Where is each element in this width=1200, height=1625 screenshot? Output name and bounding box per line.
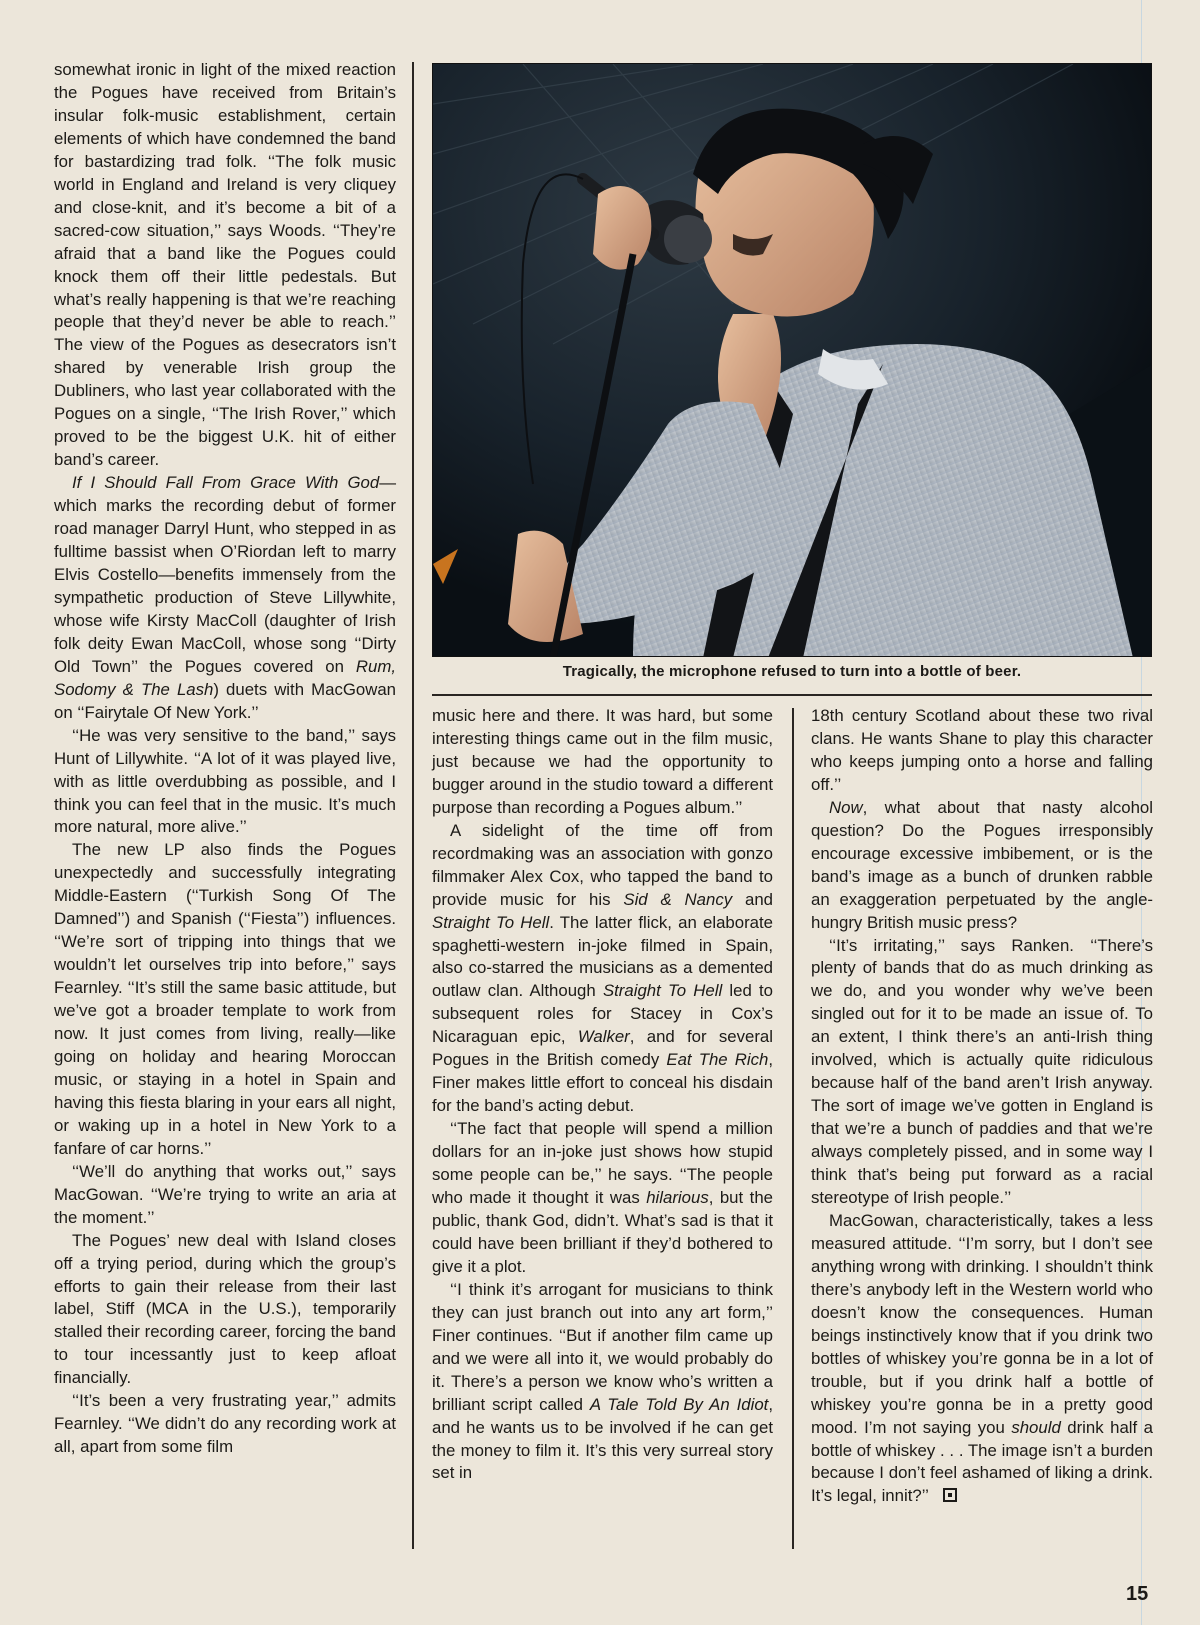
film-title: Sid & Nancy [623, 889, 733, 909]
paragraph: music here and there. It was hard, but some interesting things came out in the film music, just because we had the opportunity to bugger around in the studio toward a different purpose than recording a Pogues album.’’ [432, 706, 773, 817]
album-title: Rum, Sodomy & The Lash [54, 656, 396, 699]
concert-photo [432, 63, 1152, 657]
paragraph: A sidelight of the time off from recordmaking was an association with gonzo filmmaker Alex Cox, who tapped the band to provide music for his Sid & Nancy and Straight To Hell. The latter flick, an elaborate spaghetti-western in-joke filmed in Spain, also co-starred the musicians as a demented outlaw clan. Although Straight To Hell led to subsequent roles for Stacey in Cox’s Nicaraguan epic, Walker, and for several Pogues in the British comedy Eat The Rich, Finer makes little effort to conceal his disdain for the band’s acting debut. [432, 820, 774, 1116]
paragraph: ‘‘We’ll do anything that works out,’’ says MacGowan. ‘‘We’re trying to write an aria at the moment.’’ [54, 1161, 396, 1227]
paragraph: ‘‘He was very sensitive to the band,’’ says Hunt of Lillywhite. ‘‘A lot of it was played live, with as little overdubbing as possible, and I think you can feel that in the music. It’s much more natural, more alive.’’ [54, 725, 396, 837]
emphasis: Now [829, 797, 863, 817]
script-title: A Tale Told By An Idiot [589, 1394, 769, 1414]
paragraph: The new LP also finds the Pogues unexpectedly and successfully integrating Middle-Eastern (‘‘Turkish Song Of The Damned’’) and Spanish (‘‘Fiesta’’) influences. ‘‘We’re sort of tripping into things that we wouldn’t let ourselves trip into before,’’ says Fearnley. ‘‘It’s still the same basic attitude, but we’ve got a broader template to work from now. It just comes from living, really—like going on holiday and hearing Moroccan music, or staying in a hotel in Spain and having this fiesta blaring in your ears all night, or waking up in a hotel in New York to a fanfare of car horns.’’ [54, 840, 396, 1158]
paragraph: ‘‘The fact that people will spend a million dollars for an in-joke just shows how stupid some people can be,’’ he says. ‘‘The people who made it thought it was hilarious, but the public, thank God, didn’t. What’s sad is that it could have been brilliant if they’d bothered to give it a plot. [432, 1119, 773, 1276]
film-title: Straight To Hell [602, 981, 723, 1001]
page-number: 15 [1126, 1583, 1149, 1605]
paragraph: The Pogues’ new deal with Island closes off a trying period, during which the group’s efforts to gain their release from their last label, Stiff (MCA in the U.S.), temporarily stalled their recording career, forcing the band to tour incessantly just to keep afloat financially. [54, 1230, 396, 1388]
column-divider [792, 708, 794, 1549]
album-title: If I Should Fall From Grace With God [72, 473, 380, 493]
paragraph: ‘‘It’s been a very frustrating year,’’ admits Fearnley. ‘‘We didn’t do any recording work at all, apart from some film [54, 1391, 396, 1457]
emphasis: should [1011, 1417, 1061, 1437]
paragraph: If I Should Fall From Grace With God—which marks the recording debut of former road manager Darryl Hunt, who stepped in as fulltime bassist when O’Riordan left to marry Elvis Costello—benefits immensely from the sympathetic production of Steve Lillywhite, whose wife Kirsty MacColl (daughter of Irish folk deity Ewan MacColl, whose song ‘‘Dirty Old Town’’ the Pogues covered on Rum, Sodomy & The Lash) duets with MacGowan on ‘‘Fairytale Of New York.’’ [54, 473, 396, 722]
column-divider [412, 62, 414, 1549]
film-title: Eat The Rich [666, 1050, 769, 1070]
emphasis: hilarious [646, 1188, 709, 1208]
article-column-2 [432, 705, 773, 1485]
paragraph: ‘‘I think it’s arrogant for musicians to think they can just branch out into any art form,’’ Finer continues. ‘‘But if another film came up and we were all into it, we would probably do it. There’s a person we know who’s written a brilliant script called A Tale Told By An Idiot, and he wants us to be involved if he can get the money to film it. It’s this very surreal story set in [432, 1279, 774, 1483]
paragraph: somewhat ironic in light of the mixed reaction the Pogues have received from Britain’s insular folk-music establishment, certain elements of which have condemned the band for bastardizing trad folk. ‘‘The folk music world in England and Ireland is very cliquey and close-knit, and it’s become a bit of a sacred-cow situation,’’ says Woods. ‘‘They’re afraid that a band like the Pogues could knock them off their little pedestals. But what’s really happening is that we’re reaching people that they’d never be able to reach.’’ The view of the Pogues as desecrators isn’t shared by venerable Irish group the Dubliners, who last year collaborated with the Pogues on a single, ‘‘The Irish Rover,’’ which proved to be the biggest U.K. hit of either band’s career. [54, 60, 396, 470]
caption-rule [432, 694, 1152, 696]
film-title: Walker [577, 1027, 630, 1047]
paragraph: MacGowan, characteristically, takes a less measured attitude. ‘‘I’m sorry, but I don’t see anything wrong with drinking. I shouldn’t think there’s anybody left in the Western world who doesn’t know the consequences. Human beings instinctively know that if you drink two bottles of whiskey you’re gonna be in a lot of trouble, but if you drink half a bottle of whiskey you’re gonna be in a pretty good mood. I’m not saying you should drink half a bottle of whiskey . . . The image isn’t a burden because I don’t feel ashamed of liking a drink. It’s legal, innit?’’ [811, 1210, 1153, 1506]
paragraph: Now, what about that nasty alcohol question? Do the Pogues irresponsibly encourage excessive imbibement, or is the band’s image as a bunch of drunken rabble an exaggeration perpetuated by the angle-hungry British music press? [811, 797, 1153, 932]
article-column-3 [811, 705, 1153, 1508]
paragraph: ‘‘It’s irritating,’’ says Ranken. ‘‘There’s plenty of bands that do as much drinking as we do, and you wonder why we’ve been singled out for it to be made an issue of. To an extent, I think there’s an anti-Irish thing involved, which is actually quite ridiculous because half of the band aren’t Irish anyway. The sort of image we’ve gotten in England is that we’re a bunch of paddies and that we’re always completely pissed, and in some way I think that’s being put forward as a racial stereotype of Irish people.’’ [811, 935, 1153, 1208]
end-of-article-icon [943, 1488, 957, 1502]
photo-caption: Tragically, the microphone refused to turn into a bottle of beer. [562, 663, 1022, 680]
film-title: Straight To Hell [432, 912, 550, 932]
article-column-1 [54, 59, 396, 1459]
paragraph: 18th century Scotland about these two rival clans. He wants Shane to play this character who keeps jumping onto a horse and falling off.’’ [811, 706, 1153, 794]
